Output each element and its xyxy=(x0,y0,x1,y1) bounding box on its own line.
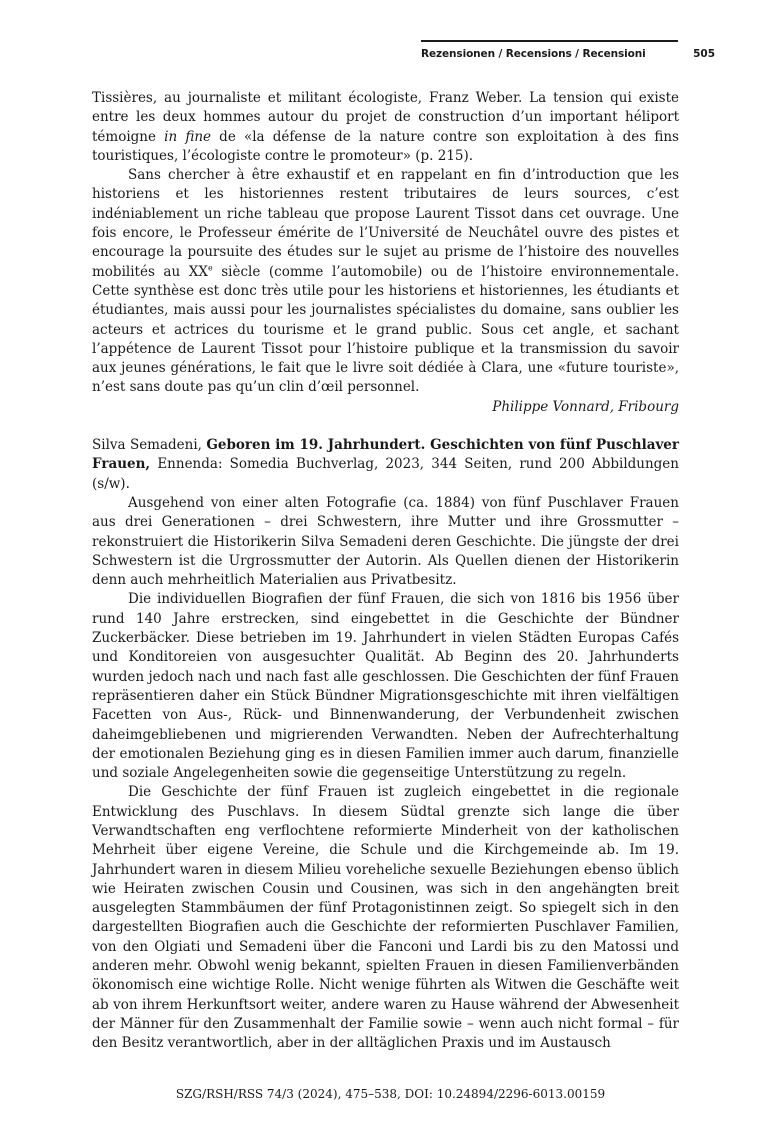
book-details: Ennenda: Somedia Buchverlag, 2023, 344 Seiten, rund 200 Abbildungen (s/w). xyxy=(92,456,679,492)
italic-phrase: in fine xyxy=(164,128,212,145)
review2-paragraph: Ausgehend von einer alten Fotografie (ca. 1884) von fünf Puschlaver Frauen aus drei Generationen – drei Schwestern, ihre Mutter und ihre Grossmutter – rekonstruiert die Historikerin Silva Semadeni deren Geschichte. Die jüngste der drei Schwestern ist die Urgrossmutter der Autorin. Als Quellen dienen der Historikerin denn auch mehrheitlich Materialien aus Privatbesitz. xyxy=(92,494,679,589)
review1-closing-paragraph xyxy=(92,166,679,398)
running-header xyxy=(421,40,715,64)
superscript: e xyxy=(207,263,213,273)
section-title: Rezensionen / Recensions / Recensioni xyxy=(421,48,646,60)
review2-paragraph: Die Geschichte der fünf Frauen ist zugleich eingebettet in die regionale Entwicklung des Puschlavs. In diesem Südtal grenzte sich lange die über Verwandtschaften eng verflochtene reformierte Minderheit von der katholischen Mehrheit über eigene Vereine, die Schule und die Kirchgemeinde ab. Im 19. Jahrhundert waren in diesem Milieu voreheliche sexuelle Beziehungen ebenso üblich wie Heiraten zwischen Cousin und Cousinen, was sich in den angehängten breit ausgelegten Stammbäumen der fünf Protagonistinnen zeigt. So spiegelt sich in den dargestellten Biografien auch die Geschichte der reformierten Puschlaver Familien, von den Olgiati und Semadeni über die Fanconi und Lardi bis zu den Matossi und anderen mehr. Obwohl wenig bekannt, spielten Frauen in diesen Familienverbänden ökonomisch eine wichtige Rolle. Nicht wenige führten als Witwen die Geschäfte weit ab von ihrem Herkunftsort weiter, andere waren zu Hause während der Abwesenheit der Männer für den Zusammenhalt der Familie sowie – wenn auch nicht formal – für den Besitz verantwortlich, aber in der alltäglichen Praxis und im Austausch xyxy=(92,784,679,1052)
paragraph-text: Tissières, au journaliste et militant écologiste, Franz Weber. La tension qui existe entre les deux hommes autour du projet de construction d’un important héliport témoigne xyxy=(92,90,679,145)
book-author: Silva Semadeni, xyxy=(92,437,207,454)
paragraph-text: de «la défense de la nature contre son exploitation à des fins touristiques, l’écologiste contre le promoteur» (p. 215). xyxy=(92,128,679,164)
paragraph-text: Sans chercher à être exhaustif et en rappelant en fin d’introduction que les historiens et les historiennes restent tributaires de leurs sources, c’est indéniablement un riche tableau que propose Laurent Tissot dans cet ouvrage. Une fois encore, le Professeur émérite de l’Université de Neuchâtel ouvre des pistes et encourage la poursuite des études sur le sujet au prisme de l’histoire des nouvelles mobilités au XX xyxy=(92,167,679,280)
page-body xyxy=(92,89,679,1054)
book-title: Geboren im 19. Jahrhundert. Geschichten von fünf Puschlaver Frauen, xyxy=(92,437,679,473)
reviewer-signature: Philippe Vonnard, Fribourg xyxy=(492,398,679,415)
page-footer-citation: SZG/RSH/RSS 74/3 (2024), 475–538, DOI: 10.24894/2296-6013.00159 xyxy=(175,1087,606,1101)
review2-bibliography xyxy=(92,436,679,494)
page-number: 505 xyxy=(693,48,715,60)
review1-continuation-paragraph xyxy=(92,89,679,166)
paragraph-text: siècle (comme l’automobile) ou de l’histoire environnementale. Cette synthèse est donc très utile pour les historiens et historiennes, les étudiants et étudiantes, mais aussi pour les journalistes spécialistes du domaine, sans oublier les acteurs et actrices du tourisme et le grand public. Sous cet angle, et sachant l’appétence de Laurent Tissot pour l’histoire publique et la transmission du savoir aux jeunes générations, le fait que le livre soit dédiée à Clara, une «future touriste», n’est sans doute pas qu’un clin d’œil personnel. xyxy=(92,263,679,396)
header-rule xyxy=(421,40,678,42)
review2-paragraph: Die individuellen Biografien der fünf Frauen, die sich von 1816 bis 1956 über rund 140 Jahre erstrecken, sind eingebettet in die Geschichte der Bündner Zuckerbäcker. Diese betrieben im 19. Jahrhundert in vielen Städten Europas Cafés und Konditoreien von ausgesuchter Qualität. Ab Beginn des 20. Jahrhunderts wurden jedoch nach und nach fast alle geschlossen. Die Geschichten der fünf Frauen repräsentieren daher ein Stück Bündner Migrationsgeschichte mit ihren vielfältigen Facetten von Aus-, Rück- und Binnenwanderung, der Verbundenheit zwischen daheimgebliebenen und migrierenden Verwandten. Neben der Aufrechterhaltung der emotionalen Beziehung ging es in diesen Familien immer auch darum, finanzielle und soziale Angelegenheiten sowie die gegenseitige Unterstützung zu regeln. xyxy=(92,591,679,782)
section-gap xyxy=(92,417,679,436)
